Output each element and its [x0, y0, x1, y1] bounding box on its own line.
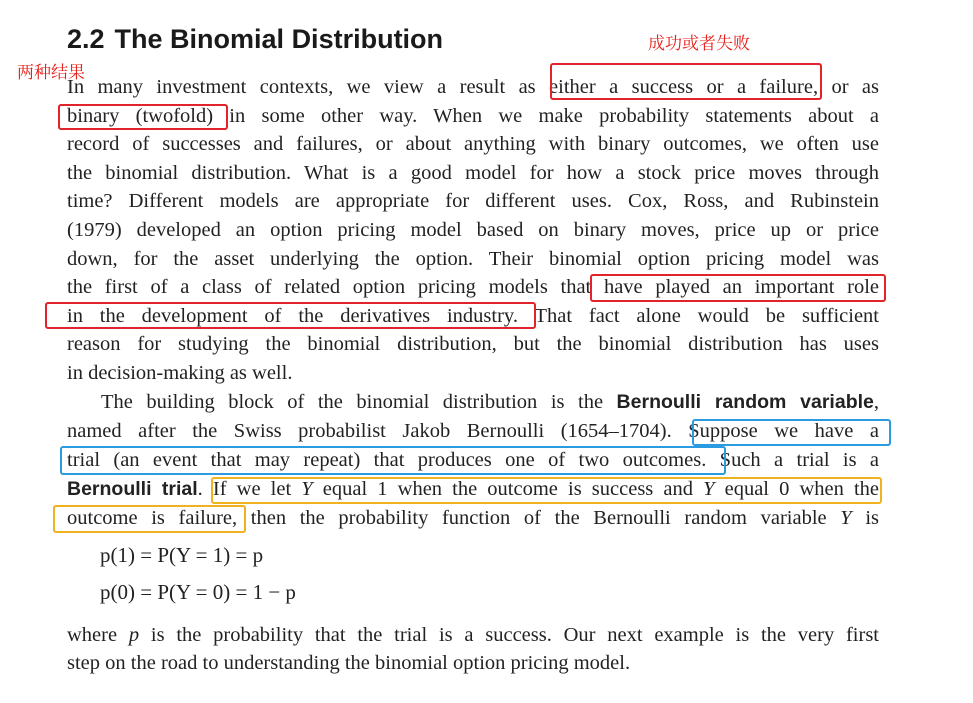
p1-line-8: the first of a class of related option pricing models that have played an important role	[67, 276, 879, 298]
highlight-box-derivatives	[45, 302, 536, 329]
section-number: 2.2	[67, 24, 105, 54]
p2-line-5: outcome is failure, then the probability function of the Bernoulli random variable Y is	[67, 507, 879, 529]
highlight-binary: binary (twofold)	[67, 105, 214, 127]
p1-line-2: binary (twofold) in some other way. When we make probability statements about a	[67, 105, 880, 127]
p2-line-4: Bernoulli trial. If we let Y equal 1 when the outcome is success and Y equal 0 when the	[67, 478, 880, 500]
highlight-derivatives: in the development of the derivatives industry.	[67, 305, 518, 327]
highlight-box-binary	[58, 104, 228, 130]
p1-line-11: in decision-making as well.	[67, 362, 293, 384]
highlight-suppose: Suppose we have a	[688, 420, 879, 442]
section-heading	[67, 24, 443, 55]
term-bernoulli-random-variable: Bernoulli random variable	[616, 391, 874, 413]
p2-line-3: trial (an event that may repeat) that produces one of two outcomes. Such a trial is a	[67, 449, 880, 471]
highlight-important-role: have played an important role	[603, 276, 879, 298]
p2-line-2: named after the Swiss probabilist Jakob Bernoulli (1654–1704). Suppose we have a	[67, 420, 879, 442]
highlight-success-failure: either a success or a failure	[549, 76, 813, 98]
highlight-box-important-role	[590, 274, 886, 302]
annotation-success-failure: 成功或者失败	[648, 34, 750, 54]
p3-line-1: where p is the probability that the trial is a success. Our next example is the very first	[67, 624, 879, 646]
p1-line-9: in the development of the derivatives industry. That fact alone would be sufficient	[67, 305, 879, 327]
p1-line-3: record of successes and failures, or about anything with binary outcomes, we often use	[67, 133, 879, 155]
highlight-box-success-failure	[550, 63, 822, 100]
highlight-box-if-we-let	[211, 477, 882, 504]
p1-line-7: down, for the asset underlying the option. Their binomial option pricing model was	[67, 248, 879, 270]
highlight-outcome-failure: outcome is failure,	[67, 507, 238, 529]
equation-p1: p(1) = P(Y = 1) = p	[100, 543, 264, 567]
term-bernoulli-trial: Bernoulli trial	[67, 478, 198, 500]
p3-line-2: step on the road to understanding the binomial option pricing model.	[67, 652, 631, 674]
highlight-box-suppose	[692, 419, 891, 446]
equation-p0: p(0) = P(Y = 0) = 1 − p	[100, 580, 296, 604]
p1-line-4: the binomial distribution. What is a good model for how a stock price moves through	[67, 162, 879, 184]
p1-line-5: time? Different models are appropriate for different uses. Cox, Ross, and Rubinstein	[67, 190, 879, 212]
p1-line-6: (1979) developed an option pricing model based on binary moves, price up or price	[67, 219, 879, 241]
p1-line-10: reason for studying the binomial distribution, but the binomial distribution has uses	[67, 333, 879, 355]
p2-line-1: The building block of the binomial distribution is the Bernoulli random variable,	[101, 391, 879, 413]
highlight-box-outcome-failure	[53, 505, 246, 533]
highlight-box-trial	[60, 446, 726, 475]
section-title: The Binomial Distribution	[114, 24, 444, 54]
highlight-trial: trial (an event that may repeat) that produces one of two outcomes.	[67, 449, 707, 471]
annotation-two-results: 两种结果	[17, 63, 85, 83]
p1-line-1: In many investment contexts, we view a result as either a success or a failure, or as	[67, 76, 880, 98]
